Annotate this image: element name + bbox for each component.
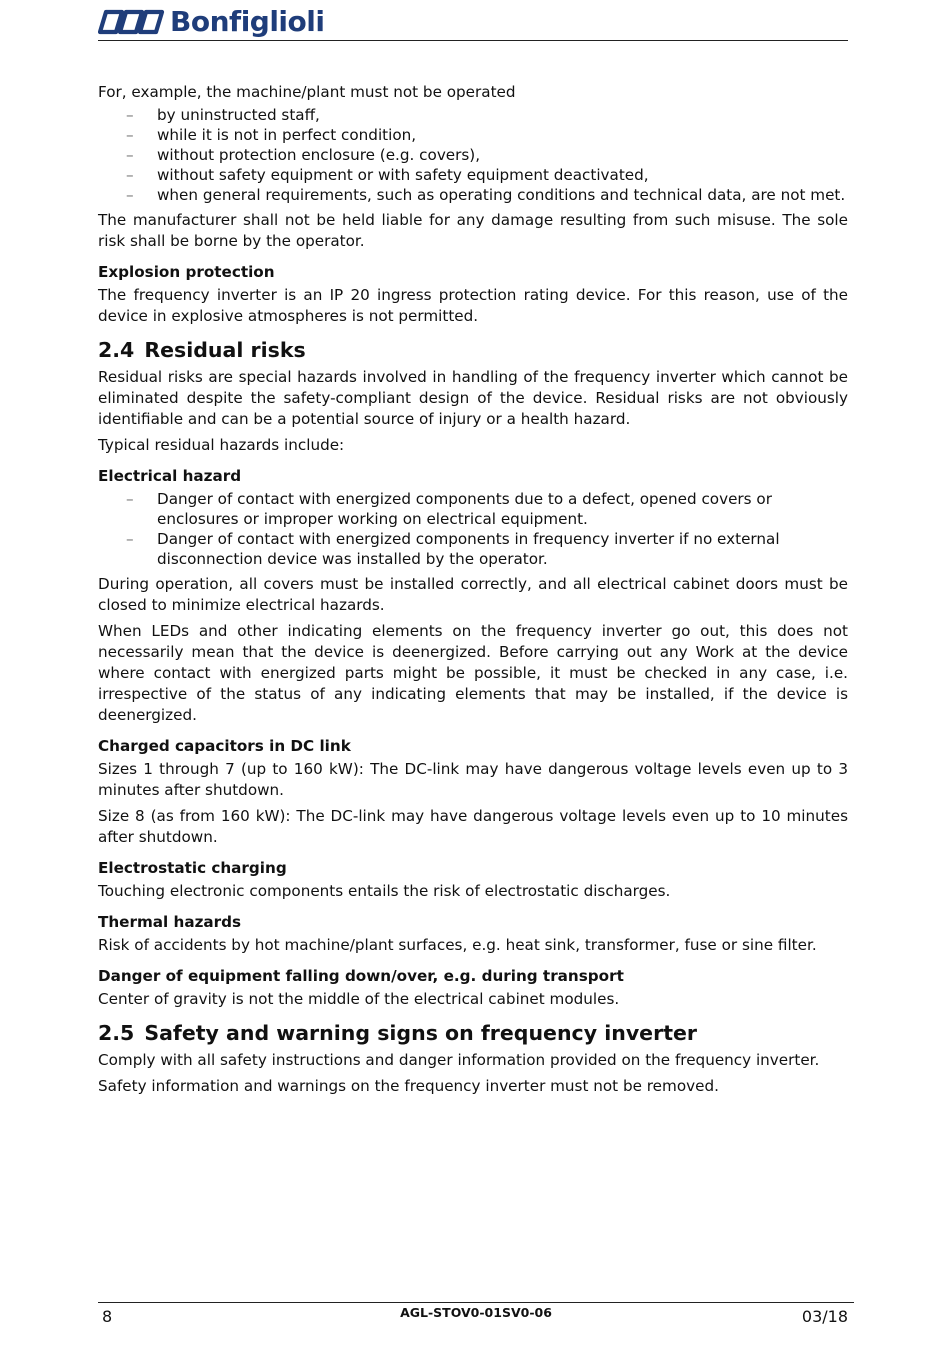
bonfiglioli-logo-icon [98, 6, 166, 38]
list-item: – by uninstructed staff, [126, 106, 320, 124]
electrostatic-heading: Electrostatic charging [98, 859, 287, 877]
section-title: Safety and warning signs on frequency inverter [144, 1021, 698, 1045]
dash-bullet-icon: – [126, 126, 134, 144]
brand-logo [98, 6, 324, 38]
section-title: Residual risks [144, 338, 306, 362]
list-item: – Danger of contact with energized components due to a defect, opened covers or enclosures or improper working on electrical equipment. [126, 490, 772, 528]
document-id: AGL-STOV0-01SV0-06 [400, 1305, 552, 1320]
electrical-paragraph-2: When LEDs and other indicating elements on the frequency inverter go out, this does not necessarily mean that the device is deenergized. Before carrying out any Work at the device where contact with energized parts might be possible, it must be checked in any case, i.e. irrespective of the status of any indicating elements that may be installed, if the device is deenergized. [98, 622, 848, 724]
capacitors-paragraph-2: Size 8 (as from 160 kW): The DC-link may have dangerous voltage levels even up to 10 minutes after shutdown. [98, 807, 848, 846]
dash-bullet-icon: – [126, 186, 134, 204]
signs-paragraph-2: Safety information and warnings on the frequency inverter must not be removed. [98, 1077, 719, 1095]
list-item: – Danger of contact with energized components in frequency inverter if no external disconnection device was installed by the operator. [126, 530, 780, 568]
section-heading-2-4 [98, 337, 848, 363]
page-content [98, 82, 848, 1097]
electrical-list [98, 489, 848, 569]
electrostatic-paragraph: Touching electronic components entails the risk of electrostatic discharges. [98, 882, 671, 900]
falling-paragraph: Center of gravity is not the middle of the electrical cabinet modules. [98, 990, 620, 1008]
capacitors-paragraph-1: Sizes 1 through 7 (up to 160 kW): The DC-link may have dangerous voltage levels even up to 3 minutes after shutdown. [98, 760, 848, 799]
brand-name: Bonfiglioli [170, 5, 325, 38]
residual-intro: Residual risks are special hazards involved in handling of the frequency inverter which cannot be eliminated despite the safety-compliant design of the device. Residual risks are not obviously identifiable and can be a potential source of injury or a health hazard. [98, 368, 848, 428]
electrical-heading: Electrical hazard [98, 467, 242, 485]
document-date: 03/18 [801, 1307, 848, 1326]
dash-bullet-icon: – [126, 166, 134, 184]
liability-paragraph: The manufacturer shall not be held liable for any damage resulting from such misuse. The sole risk shall be borne by the operator. [98, 211, 848, 250]
page-footer [98, 1302, 854, 1333]
signs-paragraph-1: Comply with all safety instructions and danger information provided on the frequency inverter. [98, 1051, 820, 1069]
list-item: – without protection enclosure (e.g. covers), [126, 146, 481, 164]
dash-bullet-icon: – [126, 146, 134, 164]
list-item: – without safety equipment or with safety equipment deactivated, [126, 166, 649, 184]
dash-bullet-icon: – [126, 490, 134, 508]
explosion-heading: Explosion protection [98, 263, 275, 281]
dash-bullet-icon: – [126, 106, 134, 124]
section-number: 2.4 [98, 338, 135, 362]
intro-lead: For, example, the machine/plant must not be operated [98, 83, 516, 101]
page-header [98, 4, 848, 41]
dash-bullet-icon: – [126, 530, 134, 548]
misuse-list [98, 105, 848, 205]
thermal-paragraph: Risk of accidents by hot machine/plant surfaces, e.g. heat sink, transformer, fuse or sine filter. [98, 936, 817, 954]
falling-heading: Danger of equipment falling down/over, e.g. during transport [98, 967, 624, 985]
page-number: 8 [102, 1307, 113, 1326]
section-number: 2.5 [98, 1021, 135, 1045]
thermal-heading: Thermal hazards [98, 913, 242, 931]
typical-hazards: Typical residual hazards include: [98, 436, 345, 454]
list-item: – while it is not in perfect condition, [126, 126, 417, 144]
electrical-paragraph-1: During operation, all covers must be installed correctly, and all electrical cabinet doors must be closed to minimize electrical hazards. [98, 575, 848, 614]
section-heading-2-5 [98, 1020, 848, 1046]
capacitors-heading: Charged capacitors in DC link [98, 737, 351, 755]
explosion-paragraph: The frequency inverter is an IP 20 ingress protection rating device. For this reason, use of the device in explosive atmospheres is not permitted. [98, 286, 848, 325]
list-item: – when general requirements, such as operating conditions and technical data, are not met. [126, 186, 846, 204]
